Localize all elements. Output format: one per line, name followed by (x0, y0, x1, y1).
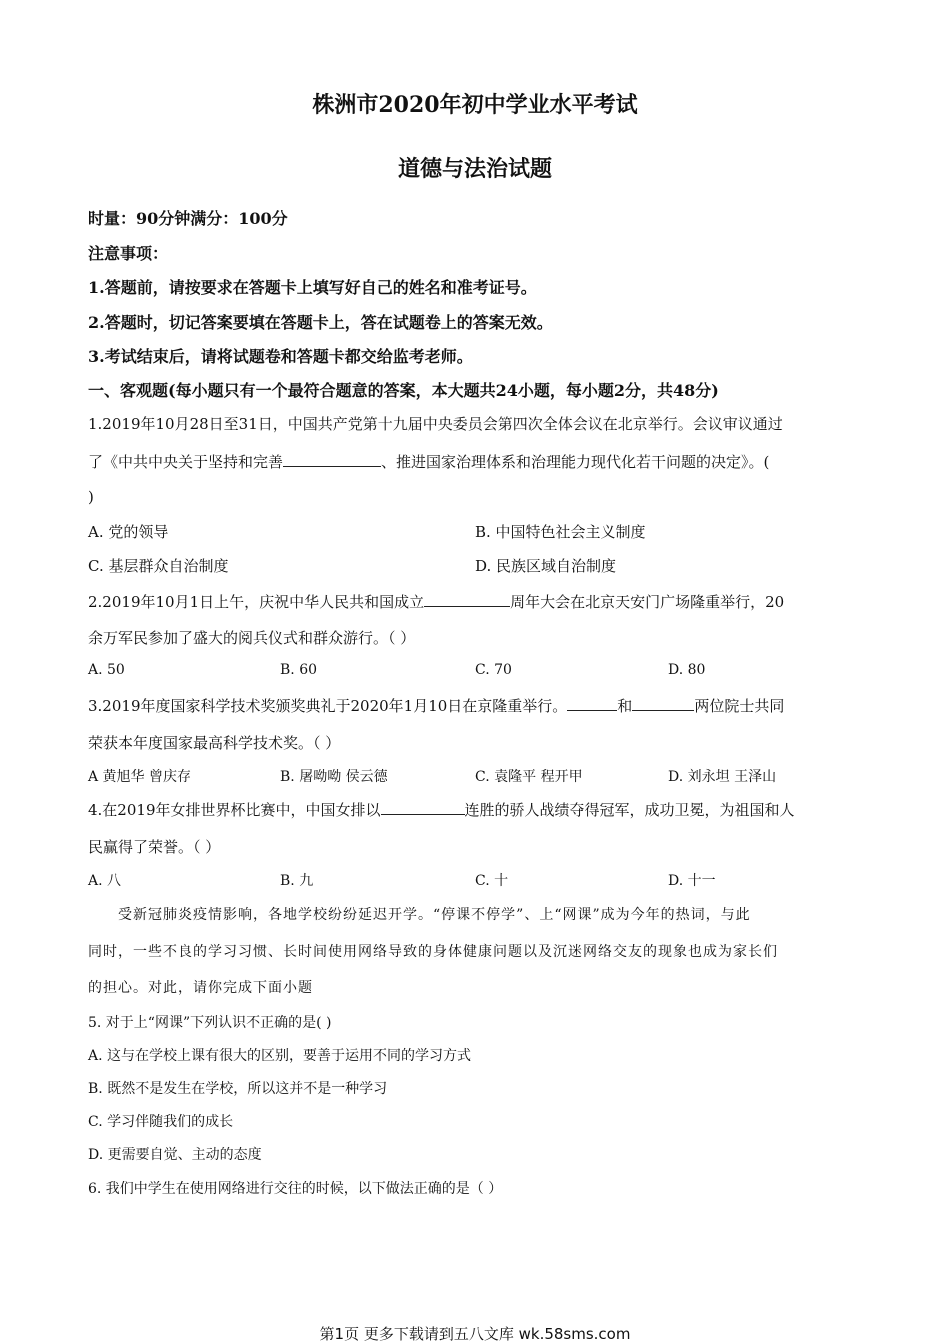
note-item: 2.答题时，切记答案要填在答题卡上，答在试题卷上的答案无效。 (88, 313, 553, 332)
q2-option-b: B. 60 (280, 662, 318, 678)
passage-line: 的担心。对此，请你完成下面小题 (88, 980, 313, 996)
question-4-line: 4.在2019年女排世界杯比赛中，中国女排以 连胜的骄人战绩夺得冠军，成功卫冕，为祖国和人 (88, 801, 795, 819)
q1-option-a: A. 党的领导 (88, 523, 169, 541)
q1-option-d: D. 民族区域自治制度 (475, 557, 617, 575)
answer-blank (632, 696, 694, 711)
passage-line: 同时，一些不良的学习习惯、长时间使用网络导致的身体健康问题以及沉迷网络交友的现象也成为家长们 (88, 944, 778, 960)
q4-option-b: B. 九 (280, 873, 314, 889)
question-1-line: 了《中共中央关于坚持和完善 、推进国家治理体系和治理能力现代化若干问题的决定》。( (88, 453, 770, 471)
question-6-stem: 6. 我们中学生在使用网络进行交往的时候，以下做法正确的是（ ） (88, 1181, 503, 1197)
q2-option-d: D. 80 (668, 662, 706, 678)
q3-option-b: B. 屠呦呦 侯云德 (280, 769, 388, 785)
q5-option-a: A. 这与在学校上课有很大的区别，要善于运用不同的学习方式 (88, 1048, 472, 1064)
q4-option-d: D. 十一 (668, 873, 716, 889)
question-2-line: 余万军民参加了盛大的阅兵仪式和群众游行。（ ） (88, 629, 416, 647)
question-2-line: 2.2019年10月1日上午，庆祝中华人民共和国成立 周年大会在北京天安门广场隆重举行，20 (88, 593, 785, 611)
question-1-line: ) (88, 488, 94, 506)
q1-option-c: C. 基层群众自治制度 (88, 557, 229, 575)
notes-heading: 注意事项： (88, 244, 169, 263)
q4-option-c: C. 十 (475, 873, 509, 889)
question-1-line: 1.2019年10月28日至31日，中国共产党第十九届中央委员会第四次全体会议在北京举行。会议审议通过 (88, 415, 783, 433)
question-3-line: 荣获本年度国家最高科学技术奖。（ ） (88, 734, 341, 752)
q5-option-b: B. 既然不是发生在学校，所以这并不是一种学习 (88, 1081, 388, 1097)
q3-option-a: A 黄旭华 曾庆存 (88, 769, 192, 785)
q3-option-c: C. 袁隆平 程开甲 (475, 769, 583, 785)
answer-blank (381, 800, 465, 815)
q5-option-d: D. 更需要自觉、主动的态度 (88, 1147, 262, 1163)
page-footer: 第1页 更多下载请到五八文库 wk.58sms.com (319, 1325, 631, 1343)
note-item: 3.考试结束后，请将试题卷和答题卡都交给监考老师。 (88, 347, 473, 366)
q5-option-c: C. 学习伴随我们的成长 (88, 1114, 234, 1130)
passage-line: 受新冠肺炎疫情影响，各地学校纷纷延迟开学。“停课不停学”、上“网课”成为今年的热词，与此 (118, 907, 751, 923)
answer-blank (283, 452, 381, 467)
section-heading: 一、客观题(每小题只有一个最符合题意的答案，本大题共24小题，每小题2分，共48分) (88, 381, 719, 400)
note-item: 1.答题前，请按要求在答题卡上填写好自己的姓名和准考证号。 (88, 278, 537, 297)
q2-option-a: A. 50 (88, 662, 125, 678)
question-4-line: 民赢得了荣誉。（ ） (88, 838, 221, 856)
page-subtitle: 道德与法治试题 (397, 156, 552, 182)
question-3-line: 3.2019年度国家科学技术奖颁奖典礼于2020年1月10日在京隆重举行。 和 两位院士共同 (88, 697, 785, 715)
q2-option-c: C. 70 (475, 662, 512, 678)
q1-option-b: B. 中国特色社会主义制度 (475, 523, 646, 541)
answer-blank (567, 696, 617, 711)
page-title: 株洲市2020年初中学业水平考试 (312, 92, 638, 118)
q3-option-d: D. 刘永坦 王泽山 (668, 769, 777, 785)
time-score-line: 时量：90分钟满分：100分 (88, 209, 288, 228)
answer-blank (424, 592, 510, 607)
q4-option-a: A. 八 (88, 873, 122, 889)
question-5-stem: 5. 对于上“网课”下列认识不正确的是( ) (88, 1015, 332, 1031)
